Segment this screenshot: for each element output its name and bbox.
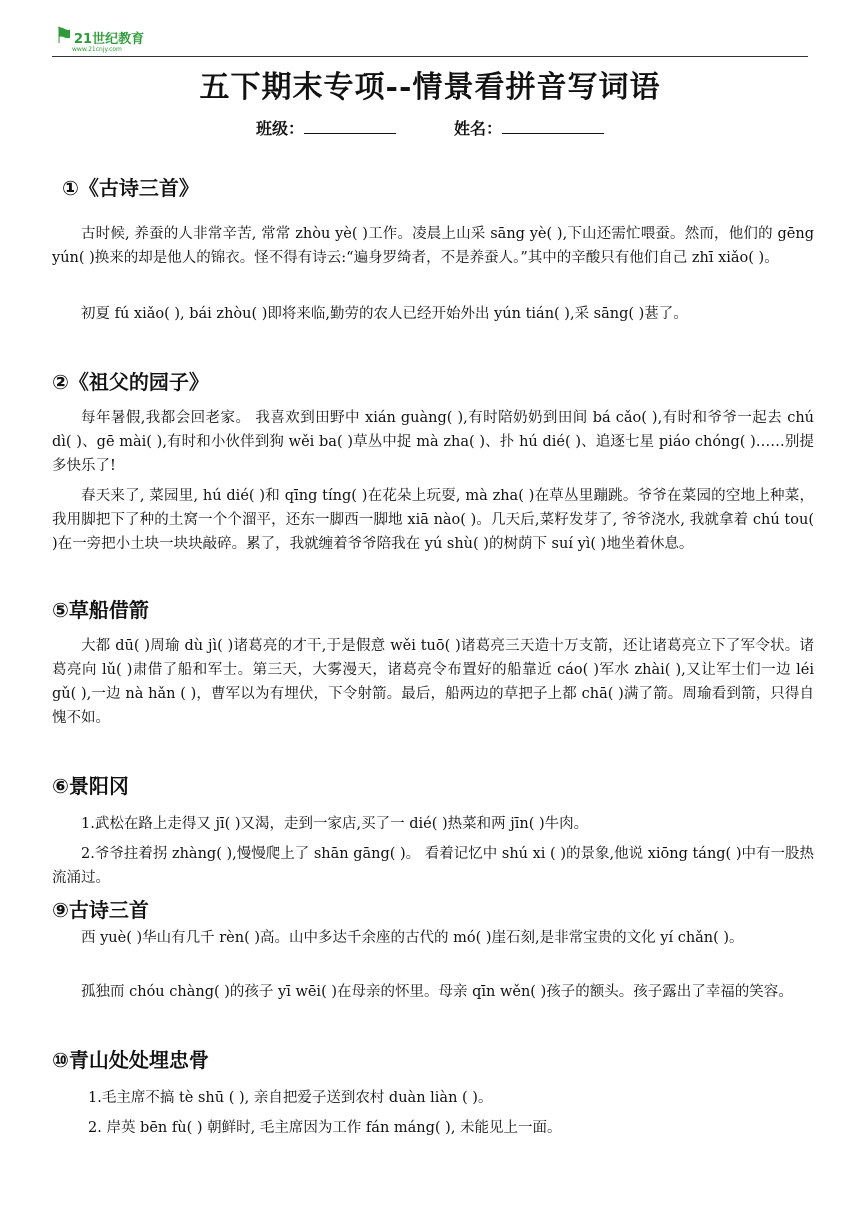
- section-heading: ⑤草船借箭: [52, 598, 149, 622]
- section-paragraph: 大都 dū( )周瑜 dù jì( )诸葛亮的才干,于是假意 wěi tuō( )诸葛亮三天造十万支箭，还让诸葛亮立下了军令状。诸葛亮向 lǔ( )肃借了船和军士。第三天，大雾漫天，诸葛亮令布置好的船靠近 cáo( )军水 zhài( ),又让军士们一边 léi gǔ( ),一边 nà hǎn ( )，曹军以为有埋伏，下令射箭。最后，船两边的草把子上都 chā( )满了箭。周瑜看到箭，只得自愧不如。: [52, 638, 814, 726]
- page-title: 五下期末专项--情景看拼音写词语: [199, 70, 661, 105]
- section-paragraph: 初夏 fú xiǎo( ), bái zhòu( )即将来临,勤劳的农人已经开始外出 yún tián( ),采 sāng( )葚了。: [81, 306, 688, 322]
- section-paragraph: 春天来了, 菜园里, hú dié( )和 qīng tíng( )在花朵上玩耍, mà zha( )在草丛里蹦跳。爷爷在菜园的空地上种菜，我用脚把下了种的土窝一个个溜平，还东一脚西一脚地 xiā nào( )。几天后,菜籽发芽了, 爷爷浇水, 我就拿着 chú tou( )在一旁把小土块一块块敲碎。累了，我就缠着爷爷陪我在 yú shù( )的树荫下 suí yì( )地坐着休息。: [52, 488, 814, 552]
- name-label: 姓名：: [454, 119, 503, 138]
- class-blank[interactable]: [304, 119, 396, 134]
- section-paragraph: 西 yuè( )华山有几千 rèn( )高。山中多达千余座的古代的 mó( )崖石刻,是非常宝贵的文化 yí chǎn( )。: [81, 930, 744, 946]
- section-heading: ⑨古诗三首: [52, 898, 149, 922]
- section-paragraph: 1.毛主席不搞 tè shū ( ), 亲自把爱子送到农村 duàn liàn ( )。: [88, 1090, 493, 1106]
- section-paragraph: 古时候, 养蚕的人非常辛苦, 常常 zhòu yè( )工作。凌晨上山采 sāng yè( ),下山还需忙喂蚕。然而，他们的 gēng yún( )换来的却是他人的锦衣。怪不得有诗云:“遍身罗绮者，不是养蚕人。”其中的辛酸只有他们自己 zhī xiǎo( )。: [52, 226, 814, 266]
- student-fields: [0, 116, 860, 139]
- header-rule: [52, 56, 808, 57]
- section-paragraph: 1.武松在路上走得又 jī( )又渴，走到一家店,买了一 dié( )热菜和两 jīn( )牛肉。: [81, 816, 589, 832]
- section-paragraph: 孤独而 chóu chàng( )的孩子 yī wēi( )在母亲的怀里。母亲 qīn wěn( )孩子的额头。孩子露出了幸福的笑容。: [81, 984, 793, 1000]
- section-heading: ①《古诗三首》: [62, 176, 199, 200]
- runner-icon: ⚑: [54, 24, 74, 49]
- section-heading: ②《祖父的园子》: [52, 370, 209, 394]
- name-blank[interactable]: [502, 119, 604, 134]
- section-paragraph: 2. 岸英 bēn fù( ) 朝鲜时, 毛主席因为工作 fán máng( ), 未能见上一面。: [88, 1120, 562, 1136]
- section-heading: ⑩青山处处埋忠骨: [52, 1048, 209, 1072]
- class-label: 班级：: [255, 119, 304, 138]
- logo: [54, 22, 145, 56]
- logo-url: www.21cnjy.com: [72, 46, 122, 53]
- section-paragraph: 每年暑假,我都会回老家。 我喜欢到田野中 xián guàng( ),有时陪奶奶到田间 bá cǎo( ),有时和爷爷一起去 chú dì( )、gē mài( ),有时和小伙伴到狗 wěi ba( )草丛中捉 mà zha( )、扑 hú dié( )、追逐七星 piáo chóng( )……别提多快乐了!: [52, 410, 814, 474]
- section-heading: ⑥景阳冈: [52, 774, 129, 798]
- logo-text: 21世纪教育: [74, 32, 145, 47]
- section-paragraph: 2.爷爷拄着拐 zhàng( ),慢慢爬上了 shān gāng( )。 看着记忆中 shú xi ( )的景象,他说 xiōng táng( )中有一股热流涌过。: [52, 846, 814, 886]
